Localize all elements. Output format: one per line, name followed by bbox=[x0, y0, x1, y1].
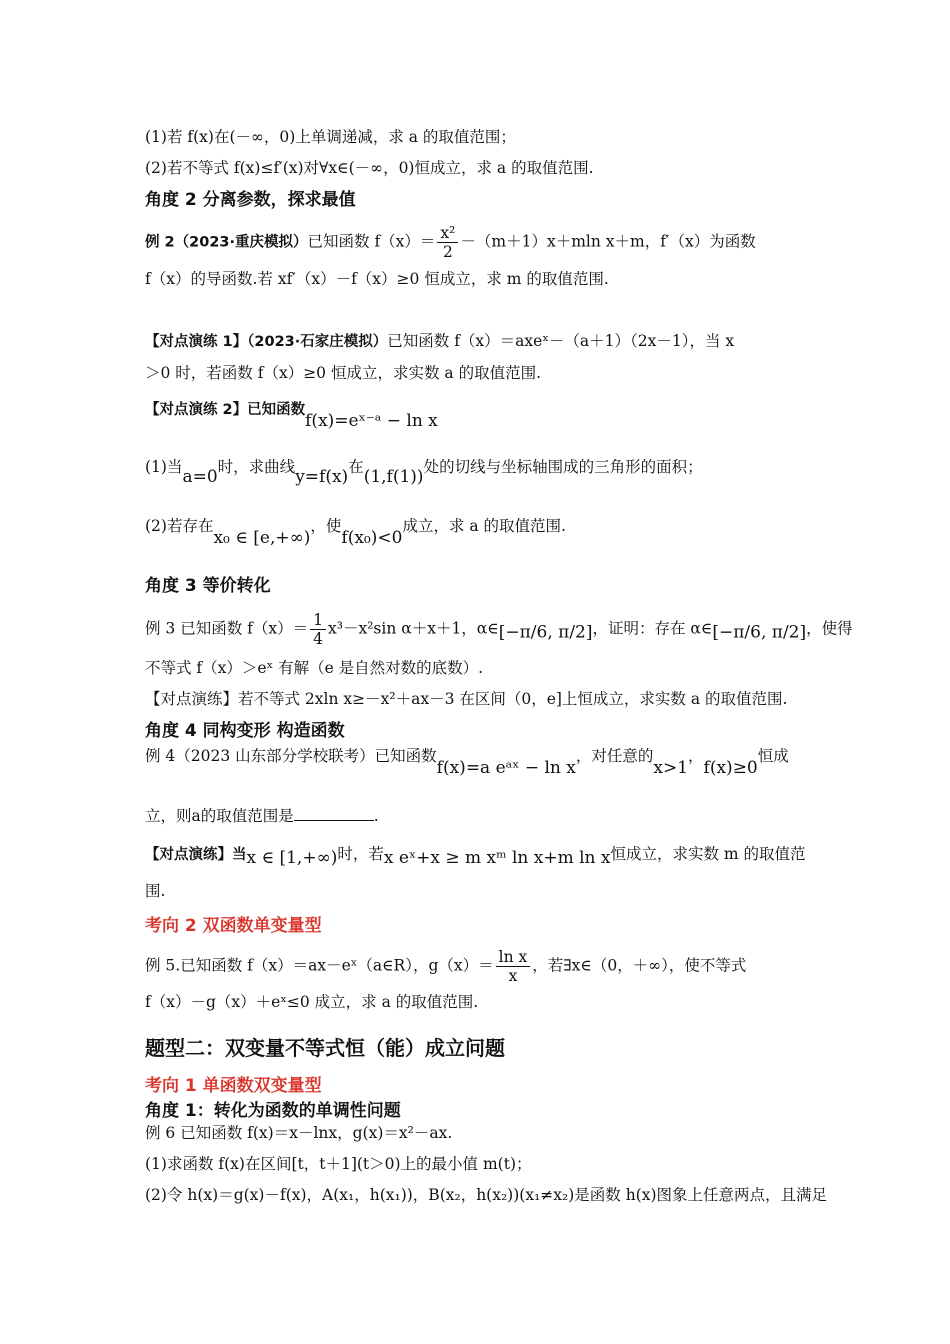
example-2-source: 例 2（2023·重庆模拟） bbox=[145, 234, 308, 251]
heading-angle-4: 角度 4 同构变形 构造函数 bbox=[145, 721, 345, 741]
fraction-x2-over-2: $\frac{\text{x²}}{2}$ bbox=[437, 224, 458, 261]
interval-alpha-2: [−π/6, π/2] bbox=[712, 622, 807, 643]
heading-type-2: 题型二：双变量不等式恒（能）成立问题 bbox=[145, 1036, 505, 1060]
drill-2-function: f(x)=eˣ⁻ᵃ − ln x bbox=[305, 411, 438, 431]
example-6-part-1: (1)求函数 f(x)在区间[t，t＋1](t＞0)上的最小值 m(t)； bbox=[145, 1155, 532, 1173]
drill-2-part-1: (1)当a=0时，求曲线y=f(x)在(1,f(1))处的切线与坐标轴围成的三角形的面积； bbox=[145, 458, 703, 487]
fraction-1-over-4: $\frac{1}{4}$ bbox=[310, 611, 326, 648]
drill-4-line-2: 围. bbox=[145, 882, 166, 900]
example-3-line-1: 例 3 已知函数 f（x）＝ $\frac{1}{4}$ x³－x²sin α＋x＋1，α∈[−π/6, π/2]，证明：存在 α∈[−π/6, π/2]，使得 bbox=[145, 611, 853, 648]
drill-2-stem: 【对点演练 2】已知函数f(x)=eˣ⁻ᵃ − ln x bbox=[145, 402, 438, 431]
drill-1-line-1: 【对点演练 1】（2023·石家庄模拟）已知函数 f（x）＝axeˣ－（a＋1）（2x－1），当 x bbox=[145, 332, 735, 350]
interval-alpha-1: [−π/6, π/2] bbox=[498, 622, 593, 643]
drill-2-part-2: (2)若存在x₀ ∈ [e,+∞)，使f(x₀)<0成立，求 a 的取值范围. bbox=[145, 517, 566, 548]
part-1-question: (1)若 f(x)在(－∞，0)上单调递减，求 a 的取值范围； bbox=[145, 128, 516, 146]
drill-3: 【对点演练】若不等式 2xln x≥－x²＋ax－3 在区间（0，e]上恒成立，求实数 a 的取值范围. bbox=[145, 690, 788, 708]
example-3-line-2: 不等式 f（x）＞eˣ 有解（e 是自然对数的底数）. bbox=[145, 659, 484, 677]
example-6-part-2: (2)令 h(x)＝g(x)－f(x)，A(x₁，h(x₁))，B(x₂，h(x₂))(x₁≠x₂)是函数 h(x)图象上任意两点，且满足 bbox=[145, 1186, 828, 1204]
drill-1-source: 【对点演练 1】（2023·石家庄模拟） bbox=[145, 334, 388, 350]
example-4-line-1: 例 4（2023 山东部分学校联考）已知函数f(x)=a eᵃˣ − ln x，对任意的x>1，f(x)≥0恒成 bbox=[145, 747, 789, 778]
heading-angle-1: 角度 1：转化为函数的单调性问题 bbox=[145, 1101, 401, 1121]
answer-blank[interactable] bbox=[294, 806, 374, 821]
example-6: 例 6 已知函数 f(x)＝x－lnx，g(x)＝x²－ax. bbox=[145, 1124, 453, 1142]
heading-angle-3: 角度 3 等价转化 bbox=[145, 576, 271, 596]
drill-1-line-2: ＞0 时，若函数 f（x）≥0 恒成立，求实数 a 的取值范围. bbox=[145, 364, 541, 382]
fraction-lnx-over-x: $\frac{\text{ln x}}{x}$ bbox=[496, 948, 531, 985]
heading-angle-2: 角度 2 分离参数，探求最值 bbox=[145, 190, 356, 210]
example-5-line-2: f（x）－g（x）＋eˣ≤0 成立，求 a 的取值范围. bbox=[145, 993, 479, 1011]
drill-4-line-1: 【对点演练】当x ∈ [1,+∞)时，若x eˣ+x ≥ m xᵐ ln x+m ln x恒成立，求实数 m 的取值范 bbox=[145, 845, 806, 868]
example-5-line-1: 例 5.已知函数 f（x）＝ax－eˣ（a∈R），g（x）＝ $\frac{\text{ln x}}{x}$ ，若∃x∈（0，＋∞），使不等式 bbox=[145, 948, 747, 985]
example-2-line-2: f（x）的导函数.若 xf′（x）－f（x）≥0 恒成立，求 m 的取值范围. bbox=[145, 270, 609, 288]
heading-direction-1: 考向 1 单函数双变量型 bbox=[145, 1076, 322, 1096]
example-2-line-1: 例 2（2023·重庆模拟）已知函数 f（x）＝ $\frac{\text{x²}}{2}$ －（m＋1）x＋mln x＋m，f′（x）为函数 bbox=[145, 224, 756, 261]
heading-direction-2: 考向 2 双函数单变量型 bbox=[145, 916, 322, 936]
example-4-line-2: 立，则a的取值范围是 . bbox=[145, 807, 379, 825]
part-2-question: (2)若不等式 f(x)≤f′(x)对∀x∈(－∞，0)恒成立，求 a 的取值范围. bbox=[145, 159, 594, 177]
